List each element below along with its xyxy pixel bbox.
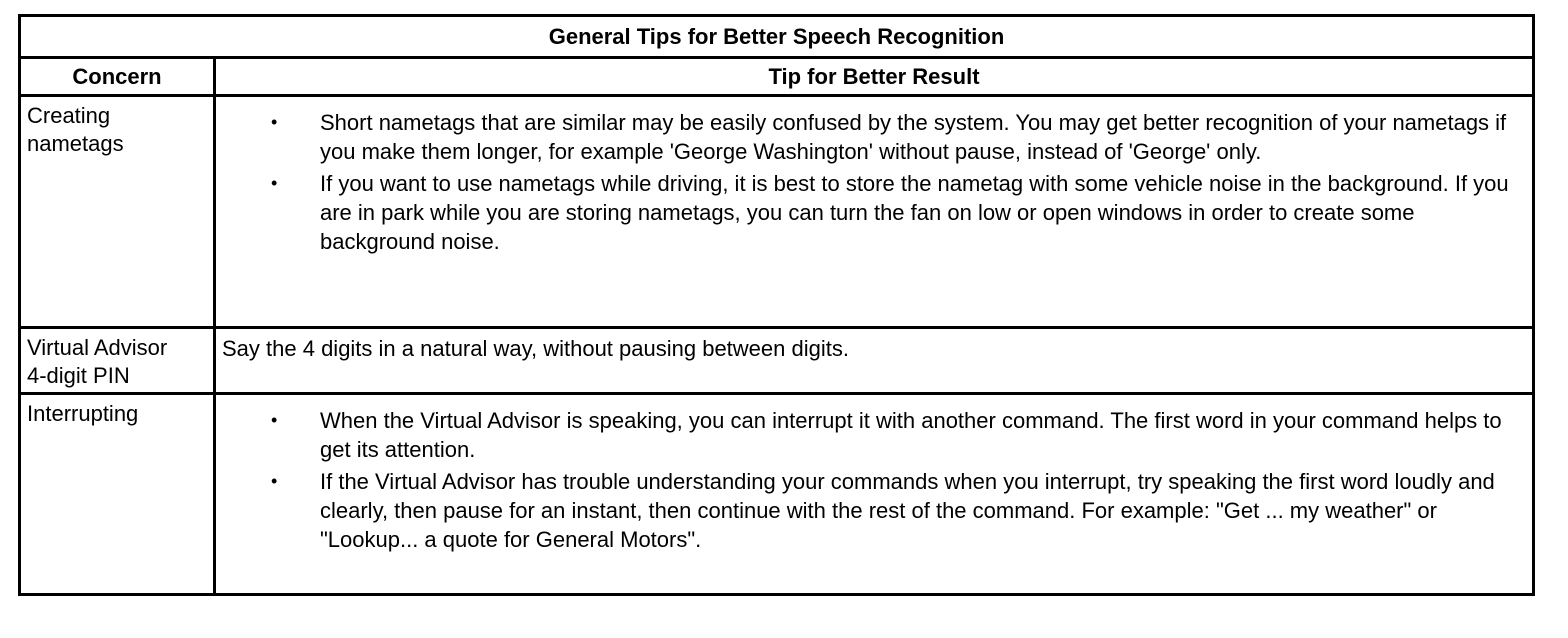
tip-item [216,406,1522,464]
speech-tips-table [18,14,1535,596]
tip-cell [215,328,1534,394]
tip-item [216,108,1522,166]
concern-cell [20,328,215,394]
concern-cell [20,394,215,595]
concern-cell [20,96,215,328]
tip-cell [215,96,1534,328]
tip-text: Say the 4 digits in a natural way, without pausing between digits. [222,336,849,361]
table-row [20,394,1534,595]
bullet-icon: • [271,410,278,430]
concern-line: Virtual Advisor [27,335,168,360]
tip-cell [215,394,1534,595]
concern-line: Interrupting [27,401,139,426]
concern-line: nametags [27,131,124,156]
tip-item [216,467,1522,554]
bullet-icon: • [271,112,278,132]
tip-text: When the Virtual Advisor is speaking, you can interrupt it with another command. The first word in your command helps to get its attention. [320,408,1502,462]
tip-list [216,395,1532,554]
tip-text: If you want to use nametags while driving, it is best to store the nametag with some vehicle noise in the background. If you are in park while you are storing nametags, you can turn the fan on low or open windows in order to create some background noise. [320,171,1509,254]
table-title: General Tips for Better Speech Recognition [20,16,1534,58]
table-row [20,96,1534,328]
bullet-icon: • [271,471,278,491]
tip-item [216,169,1522,256]
tip-list [216,97,1532,256]
column-header-tip: Tip for Better Result [215,58,1534,96]
concern-line: 4-digit PIN [27,363,130,388]
column-header-concern: Concern [20,58,215,96]
bullet-icon: • [271,173,278,193]
table-row [20,328,1534,394]
concern-line: Creating [27,103,111,128]
tip-text: If the Virtual Advisor has trouble understanding your commands when you interrupt, try speaking the first word loudly and clearly, then pause for an instant, then continue with the rest of the command. For example: "Get ... my weather" or "Lookup... a quote for General Motors". [320,469,1495,552]
tip-text: Short nametags that are similar may be easily confused by the system. You may get better recognition of your nametags if you make them longer, for example 'George Washington' without pause, instead of 'George' only. [320,110,1507,164]
